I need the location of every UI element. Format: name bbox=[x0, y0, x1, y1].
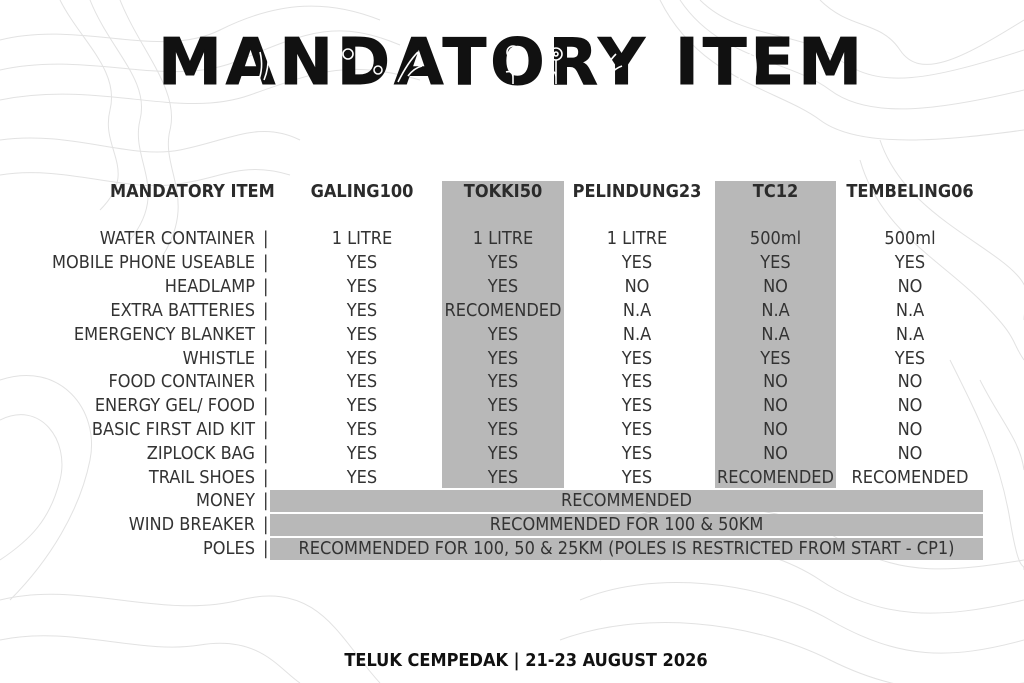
column-header-tembeling06: TEMBELING06 bbox=[846, 181, 974, 202]
table-cell: 1 LITRE bbox=[331, 228, 393, 249]
table-cell: YES bbox=[894, 252, 926, 273]
money-value: RECOMMENDED bbox=[270, 490, 983, 512]
table-cell: 500ml bbox=[884, 228, 936, 249]
table-cell: N.A bbox=[761, 324, 790, 345]
table-cell: N.A bbox=[761, 300, 790, 321]
table-cell: YES bbox=[346, 324, 378, 345]
table-cell: YES bbox=[346, 419, 378, 440]
table-cell: YES bbox=[760, 252, 791, 273]
column-header-galing100: GALING100 bbox=[310, 181, 414, 202]
table-cell: NO bbox=[897, 419, 923, 440]
row-label-wind-breaker: WIND BREAKER bbox=[128, 514, 255, 535]
table-cell: YES bbox=[346, 300, 378, 321]
row-separator: | bbox=[263, 538, 269, 559]
table-cell: N.A bbox=[622, 324, 652, 345]
table-cell: YES bbox=[487, 348, 519, 369]
table-cell: YES bbox=[487, 467, 519, 488]
poles-value: RECOMMENDED FOR 100, 50 & 25KM (POLES IS RESTRICTED FROM START - CP1) bbox=[270, 538, 983, 560]
table-cell: YES bbox=[487, 395, 519, 416]
table-cell: YES bbox=[487, 419, 519, 440]
row-separator: | bbox=[263, 324, 269, 345]
table-cell: NO bbox=[763, 419, 788, 440]
table-cell: YES bbox=[346, 276, 378, 297]
table-cell: YES bbox=[487, 371, 519, 392]
table-cell: NO bbox=[897, 371, 923, 392]
row-label: WHISTLE bbox=[182, 348, 255, 369]
row-separator: | bbox=[263, 300, 269, 321]
row-label: BASIC FIRST AID KIT bbox=[91, 419, 255, 440]
row-separator: | bbox=[263, 467, 269, 488]
table-cell: YES bbox=[346, 371, 378, 392]
row-label: FOOD CONTAINER bbox=[108, 371, 255, 392]
table-cell: YES bbox=[621, 252, 653, 273]
row-separator: | bbox=[263, 419, 269, 440]
table-cell: 500ml bbox=[749, 228, 802, 249]
row-label-poles: POLES bbox=[202, 538, 255, 559]
table-cell: NO bbox=[763, 371, 788, 392]
table-cell: RECOMENDED bbox=[851, 467, 969, 488]
table-cell: YES bbox=[621, 371, 653, 392]
wind-breaker-value: RECOMMENDED FOR 100 & 50KM bbox=[270, 514, 983, 536]
table-cell: YES bbox=[621, 443, 653, 464]
row-separator: | bbox=[263, 276, 269, 297]
row-separator: | bbox=[263, 490, 269, 511]
row-separator: | bbox=[263, 443, 269, 464]
table-cell: NO bbox=[897, 443, 923, 464]
table-cell: RECOMENDED bbox=[444, 300, 562, 321]
table-cell: YES bbox=[487, 276, 519, 297]
table-cell: YES bbox=[346, 348, 378, 369]
row-label: ZIPLOCK BAG bbox=[146, 443, 255, 464]
table-cell: YES bbox=[894, 348, 926, 369]
row-label: MOBILE PHONE USEABLE bbox=[52, 252, 255, 273]
table-cell: N.A bbox=[895, 300, 925, 321]
row-separator: | bbox=[263, 228, 269, 249]
table-cell: N.A bbox=[895, 324, 925, 345]
header-item-label: MANDATORY ITEM bbox=[110, 181, 275, 202]
table-cell: NO bbox=[763, 395, 788, 416]
table-cell: 1 LITRE bbox=[606, 228, 668, 249]
row-label: ENERGY GEL/ FOOD bbox=[94, 395, 255, 416]
table-cell: NO bbox=[897, 276, 923, 297]
table-cell: YES bbox=[487, 443, 519, 464]
table-cell: YES bbox=[487, 252, 519, 273]
table-cell: YES bbox=[621, 419, 653, 440]
row-label: EMERGENCY BLANKET bbox=[73, 324, 255, 345]
row-separator: | bbox=[263, 371, 269, 392]
table-cell: RECOMENDED bbox=[716, 467, 835, 488]
row-separator: | bbox=[263, 252, 269, 273]
event-footer: TELUK CEMPEDAK | 21-23 AUGUST 2026 bbox=[344, 650, 708, 671]
table-cell: YES bbox=[760, 348, 791, 369]
row-label: TRAIL SHOES bbox=[148, 467, 255, 488]
table-cell: YES bbox=[346, 467, 378, 488]
column-header-pelindung23: PELINDUNG23 bbox=[572, 181, 702, 202]
table-cell: YES bbox=[621, 395, 653, 416]
row-separator: | bbox=[263, 514, 269, 535]
column-header-tc12: TC12 bbox=[752, 181, 799, 202]
row-label: EXTRA BATTERIES bbox=[110, 300, 255, 321]
row-separator: | bbox=[263, 395, 269, 416]
page-title: MANDATORY ITEM bbox=[158, 26, 866, 100]
table-cell: YES bbox=[346, 443, 378, 464]
table-cell: 1 LITRE bbox=[472, 228, 534, 249]
table-cell: YES bbox=[621, 467, 653, 488]
table-cell: YES bbox=[487, 324, 519, 345]
table-cell: YES bbox=[346, 395, 378, 416]
table-cell: NO bbox=[763, 443, 788, 464]
table-cell: YES bbox=[621, 348, 653, 369]
table-cell: NO bbox=[897, 395, 923, 416]
table-cell: YES bbox=[346, 252, 378, 273]
table-cell: NO bbox=[624, 276, 650, 297]
row-separator: | bbox=[263, 348, 269, 369]
column-header-tokki50: TOKKI50 bbox=[463, 181, 543, 202]
row-label-money: MONEY bbox=[196, 490, 255, 511]
table-cell: N.A bbox=[622, 300, 652, 321]
row-label: WATER CONTAINER bbox=[99, 228, 255, 249]
row-label: HEADLAMP bbox=[164, 276, 255, 297]
table-cell: NO bbox=[763, 276, 788, 297]
